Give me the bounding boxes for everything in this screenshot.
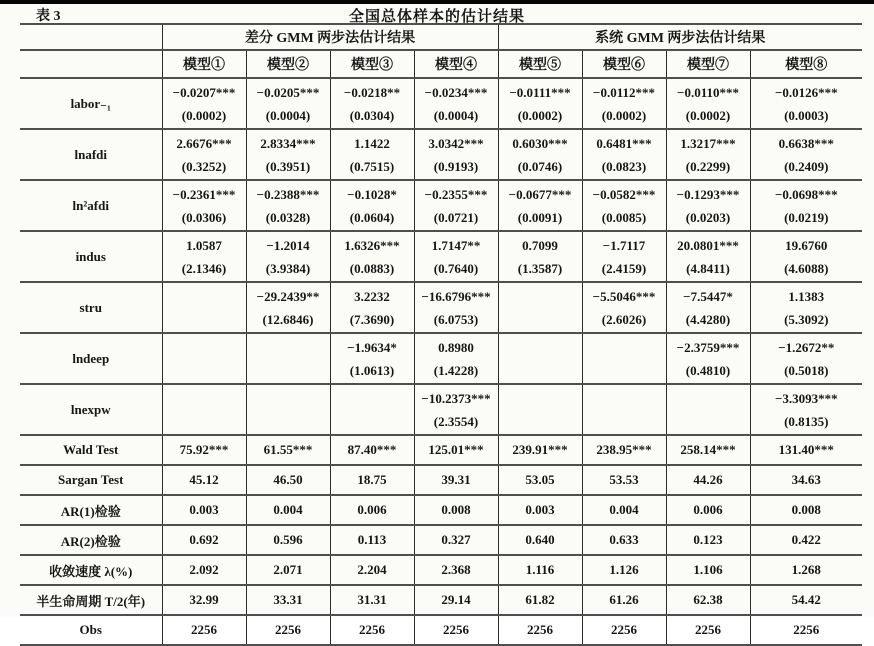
coefficient-value: −16.6796*** xyxy=(421,288,491,304)
empty-cell xyxy=(498,384,582,435)
variable-row xyxy=(20,129,862,180)
model-header-4: 模型④ xyxy=(414,50,498,78)
coefficient-value: 0.6638*** xyxy=(778,135,834,151)
coefficient-value: −0.0126*** xyxy=(774,84,838,100)
coef-cell xyxy=(246,282,330,333)
coef-cell xyxy=(498,231,582,282)
standard-error: (2.4159) xyxy=(601,260,647,276)
group-header-sys-gmm: 系统 GMM 两步法估计结果 xyxy=(498,24,862,50)
coefficient-value: 2.8334*** xyxy=(260,135,316,151)
row-label: lnexpw xyxy=(20,384,162,435)
coefficient-value: −0.0234*** xyxy=(424,84,488,100)
empty-cell xyxy=(498,333,582,384)
coef-cell xyxy=(750,384,862,435)
stat-value-cell: 0.327 xyxy=(414,525,498,555)
standard-error: (0.0002) xyxy=(685,107,731,123)
standard-error: (1.4228) xyxy=(433,362,479,378)
standard-error: (0.0604) xyxy=(349,209,395,225)
model-header-3: 模型③ xyxy=(330,50,414,78)
coefficient-value: −0.0218** xyxy=(343,84,401,100)
stat-value-cell: 87.40*** xyxy=(330,435,414,465)
coefficient-value: 1.6326*** xyxy=(344,237,400,253)
stat-value-cell: 0.692 xyxy=(162,525,246,555)
group-header-diff-gmm: 差分 GMM 两步法估计结果 xyxy=(162,24,498,50)
empty-cell xyxy=(246,333,330,384)
row-label: labor₋₁ xyxy=(20,78,162,129)
stat-value-cell: 0.113 xyxy=(330,525,414,555)
coef-cell xyxy=(414,231,498,282)
stat-value-cell: 0.596 xyxy=(246,525,330,555)
standard-error: (0.0004) xyxy=(265,107,311,123)
coef-cell xyxy=(414,180,498,231)
coefficient-value: −5.5046*** xyxy=(592,288,656,304)
standard-error: (1.0613) xyxy=(349,362,395,378)
statistic-row xyxy=(20,525,862,555)
standard-error: (0.0003) xyxy=(784,107,829,123)
empty-cell xyxy=(582,384,666,435)
stat-value-cell: 62.38 xyxy=(666,585,750,615)
coef-cell xyxy=(582,231,666,282)
standard-error: (0.0883) xyxy=(349,260,395,276)
stat-value-cell: 131.40*** xyxy=(750,435,862,465)
coef-cell xyxy=(330,333,414,384)
stat-value-cell: 46.50 xyxy=(246,465,330,495)
coefficient-value: −1.7117 xyxy=(602,237,646,253)
variable-row xyxy=(20,333,862,384)
standard-error: (12.6846) xyxy=(262,311,314,327)
estimation-results-table xyxy=(20,23,862,646)
stat-value-cell: 29.14 xyxy=(414,585,498,615)
stat-value-cell: 75.92*** xyxy=(162,435,246,465)
row-label: lnafdi xyxy=(20,129,162,180)
row-label: stru xyxy=(20,282,162,333)
coef-cell xyxy=(498,78,582,129)
coefficient-value: −29.2439** xyxy=(256,288,320,304)
standard-error: (0.0823) xyxy=(601,158,647,174)
stat-value-cell: 2256 xyxy=(330,615,414,645)
standard-error: (0.0306) xyxy=(181,209,227,225)
standard-error: (4.6088) xyxy=(784,260,829,276)
statistic-row xyxy=(20,435,862,465)
coefficient-value: −0.2388*** xyxy=(256,186,320,202)
coef-cell xyxy=(582,282,666,333)
standard-error: (0.0721) xyxy=(433,209,479,225)
row-label: 收敛速度 λ(%) xyxy=(20,555,162,585)
coefficient-value: 1.1422 xyxy=(354,135,390,151)
stat-value-cell: 2.092 xyxy=(162,555,246,585)
coef-cell xyxy=(666,180,750,231)
standard-error: (0.5018) xyxy=(784,362,829,378)
standard-error: (0.0328) xyxy=(265,209,311,225)
coef-cell xyxy=(750,129,862,180)
standard-error: (7.3690) xyxy=(349,311,395,327)
standard-error: (2.3554) xyxy=(433,413,479,429)
coef-cell xyxy=(750,180,862,231)
coef-cell xyxy=(582,129,666,180)
coefficient-value: 0.6030*** xyxy=(512,135,568,151)
model-header-1: 模型① xyxy=(162,50,246,78)
stat-value-cell: 0.008 xyxy=(414,495,498,525)
standard-error: (0.0002) xyxy=(517,107,563,123)
stat-value-cell: 32.99 xyxy=(162,585,246,615)
standard-error: (1.3587) xyxy=(517,260,563,276)
coef-cell xyxy=(414,384,498,435)
model-header-2: 模型② xyxy=(246,50,330,78)
standard-error: (0.0746) xyxy=(517,158,563,174)
coefficient-value: 1.0587 xyxy=(186,237,222,253)
stat-value-cell: 18.75 xyxy=(330,465,414,495)
coefficient-value: 1.1383 xyxy=(788,288,825,304)
empty-cell xyxy=(246,384,330,435)
stat-value-cell: 0.123 xyxy=(666,525,750,555)
stat-value-cell: 2.204 xyxy=(330,555,414,585)
standard-error: (0.0002) xyxy=(601,107,647,123)
standard-error: (4.4280) xyxy=(685,311,731,327)
stat-value-cell: 44.26 xyxy=(666,465,750,495)
coefficient-value: −0.0205*** xyxy=(256,84,320,100)
stat-value-cell: 1.268 xyxy=(750,555,862,585)
variable-row xyxy=(20,384,862,435)
coefficient-value: 3.0342*** xyxy=(428,135,484,151)
empty-cell xyxy=(666,384,750,435)
stat-value-cell: 2.368 xyxy=(414,555,498,585)
standard-error: (0.0091) xyxy=(517,209,563,225)
model-header-5: 模型⑤ xyxy=(498,50,582,78)
standard-error: (0.3951) xyxy=(265,158,311,174)
coef-cell xyxy=(582,78,666,129)
table-title: 全国总体样本的估计结果 xyxy=(348,9,525,25)
stat-value-cell: 0.003 xyxy=(498,495,582,525)
standard-error: (0.3252) xyxy=(181,158,227,174)
coefficient-value: −1.9634* xyxy=(347,339,397,355)
coefficient-value: 2.6676*** xyxy=(176,135,232,151)
row-label: 半生命周期 T/2(年) xyxy=(20,585,162,615)
coefficient-value: −3.3093*** xyxy=(774,390,838,406)
coef-cell xyxy=(162,129,246,180)
coefficient-value: −0.1293*** xyxy=(676,186,740,202)
coefficient-value: −0.1028* xyxy=(347,186,397,202)
stat-value-cell: 61.55*** xyxy=(246,435,330,465)
coef-cell xyxy=(414,78,498,129)
coef-cell xyxy=(666,231,750,282)
empty-cell xyxy=(162,282,246,333)
empty-corner-cell xyxy=(20,24,162,50)
stat-value-cell: 53.05 xyxy=(498,465,582,495)
coef-cell xyxy=(414,282,498,333)
row-label: Obs xyxy=(20,615,162,645)
standard-error: (0.0203) xyxy=(685,209,731,225)
statistic-row xyxy=(20,585,862,615)
stat-value-cell: 239.91*** xyxy=(498,435,582,465)
coef-cell xyxy=(246,78,330,129)
coefficient-value: −0.0112*** xyxy=(593,84,655,100)
empty-cell xyxy=(498,282,582,333)
stat-value-cell: 33.31 xyxy=(246,585,330,615)
row-label: AR(2)检验 xyxy=(20,525,162,555)
table-caption-row xyxy=(0,4,874,23)
standard-error: (4.8411) xyxy=(686,260,730,276)
standard-error: (0.7515) xyxy=(349,158,395,174)
stat-value-cell: 54.42 xyxy=(750,585,862,615)
coefficient-value: −2.3759*** xyxy=(676,339,740,355)
statistic-row xyxy=(20,465,862,495)
coefficient-value: −0.0111*** xyxy=(509,84,571,100)
coef-cell xyxy=(666,333,750,384)
standard-error: (0.4810) xyxy=(685,362,731,378)
standard-error: (0.0085) xyxy=(601,209,647,225)
stat-value-cell: 125.01*** xyxy=(414,435,498,465)
coef-cell xyxy=(498,180,582,231)
standard-error: (2.1346) xyxy=(181,260,227,276)
stat-value-cell: 0.004 xyxy=(582,495,666,525)
model-header-6: 模型⑥ xyxy=(582,50,666,78)
coefficient-value: −7.5447* xyxy=(683,288,733,304)
coef-cell xyxy=(666,282,750,333)
coefficient-value: 20.0801*** xyxy=(677,237,739,253)
coefficient-value: −0.2361*** xyxy=(172,186,236,202)
row-label: indus xyxy=(20,231,162,282)
stat-value-cell: 0.008 xyxy=(750,495,862,525)
coefficient-value: 1.7147** xyxy=(431,237,481,253)
stat-value-cell: 2256 xyxy=(750,615,862,645)
empty-cell xyxy=(162,384,246,435)
coef-cell xyxy=(330,78,414,129)
coefficient-value: 0.8980 xyxy=(438,339,474,355)
coefficient-value: 1.3217*** xyxy=(680,135,736,151)
coef-cell xyxy=(246,129,330,180)
stat-value-cell: 0.004 xyxy=(246,495,330,525)
standard-error: (0.0219) xyxy=(784,209,829,225)
stat-value-cell: 0.422 xyxy=(750,525,862,555)
stat-value-cell: 2256 xyxy=(414,615,498,645)
standard-error: (5.3092) xyxy=(784,311,829,327)
coef-cell xyxy=(750,231,862,282)
stat-value-cell: 2256 xyxy=(666,615,750,645)
standard-error: (0.0004) xyxy=(433,107,479,123)
coef-cell xyxy=(666,78,750,129)
row-label: Wald Test xyxy=(20,435,162,465)
coefficient-value: 3.2232 xyxy=(354,288,390,304)
standard-error: (0.0002) xyxy=(181,107,227,123)
coefficient-value: −1.2672** xyxy=(778,339,835,355)
coef-cell xyxy=(414,129,498,180)
standard-error: (0.2409) xyxy=(784,158,829,174)
stat-value-cell: 0.006 xyxy=(330,495,414,525)
stat-value-cell: 2256 xyxy=(582,615,666,645)
stat-value-cell: 39.31 xyxy=(414,465,498,495)
stat-value-cell: 2.071 xyxy=(246,555,330,585)
coef-cell xyxy=(330,180,414,231)
empty-corner-cell xyxy=(20,50,162,78)
statistic-row xyxy=(20,615,862,645)
coefficient-value: −0.0677*** xyxy=(508,186,572,202)
coef-cell xyxy=(498,129,582,180)
coef-cell xyxy=(162,231,246,282)
coefficient-value: −0.0207*** xyxy=(172,84,236,100)
stat-value-cell: 238.95*** xyxy=(582,435,666,465)
variable-row xyxy=(20,282,862,333)
variable-row xyxy=(20,78,862,129)
coef-cell xyxy=(750,78,862,129)
stat-value-cell: 1.116 xyxy=(498,555,582,585)
standard-error: (0.8135) xyxy=(784,413,829,429)
stat-value-cell: 53.53 xyxy=(582,465,666,495)
standard-error: (0.7640) xyxy=(433,260,479,276)
stat-value-cell: 31.31 xyxy=(330,585,414,615)
row-label: AR(1)检验 xyxy=(20,495,162,525)
stat-value-cell: 2256 xyxy=(246,615,330,645)
variable-row xyxy=(20,180,862,231)
coef-cell xyxy=(750,282,862,333)
stat-value-cell: 0.003 xyxy=(162,495,246,525)
standard-error: (6.0753) xyxy=(433,311,479,327)
coefficient-value: −0.0582*** xyxy=(592,186,656,202)
coefficient-value: −0.0110*** xyxy=(677,84,739,100)
row-label: Sargan Test xyxy=(20,465,162,495)
coef-cell xyxy=(246,231,330,282)
stat-value-cell: 2256 xyxy=(162,615,246,645)
model-header-row xyxy=(20,50,862,78)
standard-error: (2.6026) xyxy=(601,311,647,327)
table-body xyxy=(20,78,862,645)
standard-error: (0.2299) xyxy=(685,158,731,174)
coefficient-value: 0.7099 xyxy=(522,237,558,253)
stat-value-cell: 34.63 xyxy=(750,465,862,495)
coef-cell xyxy=(414,333,498,384)
stat-value-cell: 1.106 xyxy=(666,555,750,585)
coefficient-value: −1.2014 xyxy=(266,237,310,253)
stat-value-cell: 0.633 xyxy=(582,525,666,555)
coefficient-value: 19.6760 xyxy=(785,237,828,253)
coef-cell xyxy=(162,78,246,129)
standard-error: (3.9384) xyxy=(265,260,311,276)
coef-cell xyxy=(666,129,750,180)
model-header-7: 模型⑦ xyxy=(666,50,750,78)
stat-value-cell: 1.126 xyxy=(582,555,666,585)
stat-value-cell: 258.14*** xyxy=(666,435,750,465)
coef-cell xyxy=(330,282,414,333)
coefficient-value: −0.0698*** xyxy=(774,186,838,202)
standard-error: (0.9193) xyxy=(433,158,479,174)
stat-value-cell: 2256 xyxy=(498,615,582,645)
coefficient-value: −0.2355*** xyxy=(424,186,488,202)
stat-value-cell: 0.640 xyxy=(498,525,582,555)
table-header xyxy=(20,24,862,78)
coef-cell xyxy=(330,129,414,180)
coef-cell xyxy=(750,333,862,384)
table-number-label: 表 3 xyxy=(36,9,61,24)
empty-cell xyxy=(582,333,666,384)
coef-cell xyxy=(246,180,330,231)
empty-cell xyxy=(330,384,414,435)
empty-cell xyxy=(162,333,246,384)
stat-value-cell: 61.26 xyxy=(582,585,666,615)
standard-error: (0.0304) xyxy=(349,107,395,123)
group-header-row xyxy=(20,24,862,50)
stat-value-cell: 0.006 xyxy=(666,495,750,525)
row-label: ln²afdi xyxy=(20,180,162,231)
statistic-row xyxy=(20,495,862,525)
row-label: lndeep xyxy=(20,333,162,384)
coef-cell xyxy=(582,180,666,231)
statistic-row xyxy=(20,555,862,585)
coefficient-value: 0.6481*** xyxy=(596,135,652,151)
model-header-8: 模型⑧ xyxy=(750,50,862,78)
stat-value-cell: 45.12 xyxy=(162,465,246,495)
coefficient-value: −10.2373*** xyxy=(421,390,491,406)
coef-cell xyxy=(162,180,246,231)
coef-cell xyxy=(330,231,414,282)
variable-row xyxy=(20,231,862,282)
stat-value-cell: 61.82 xyxy=(498,585,582,615)
